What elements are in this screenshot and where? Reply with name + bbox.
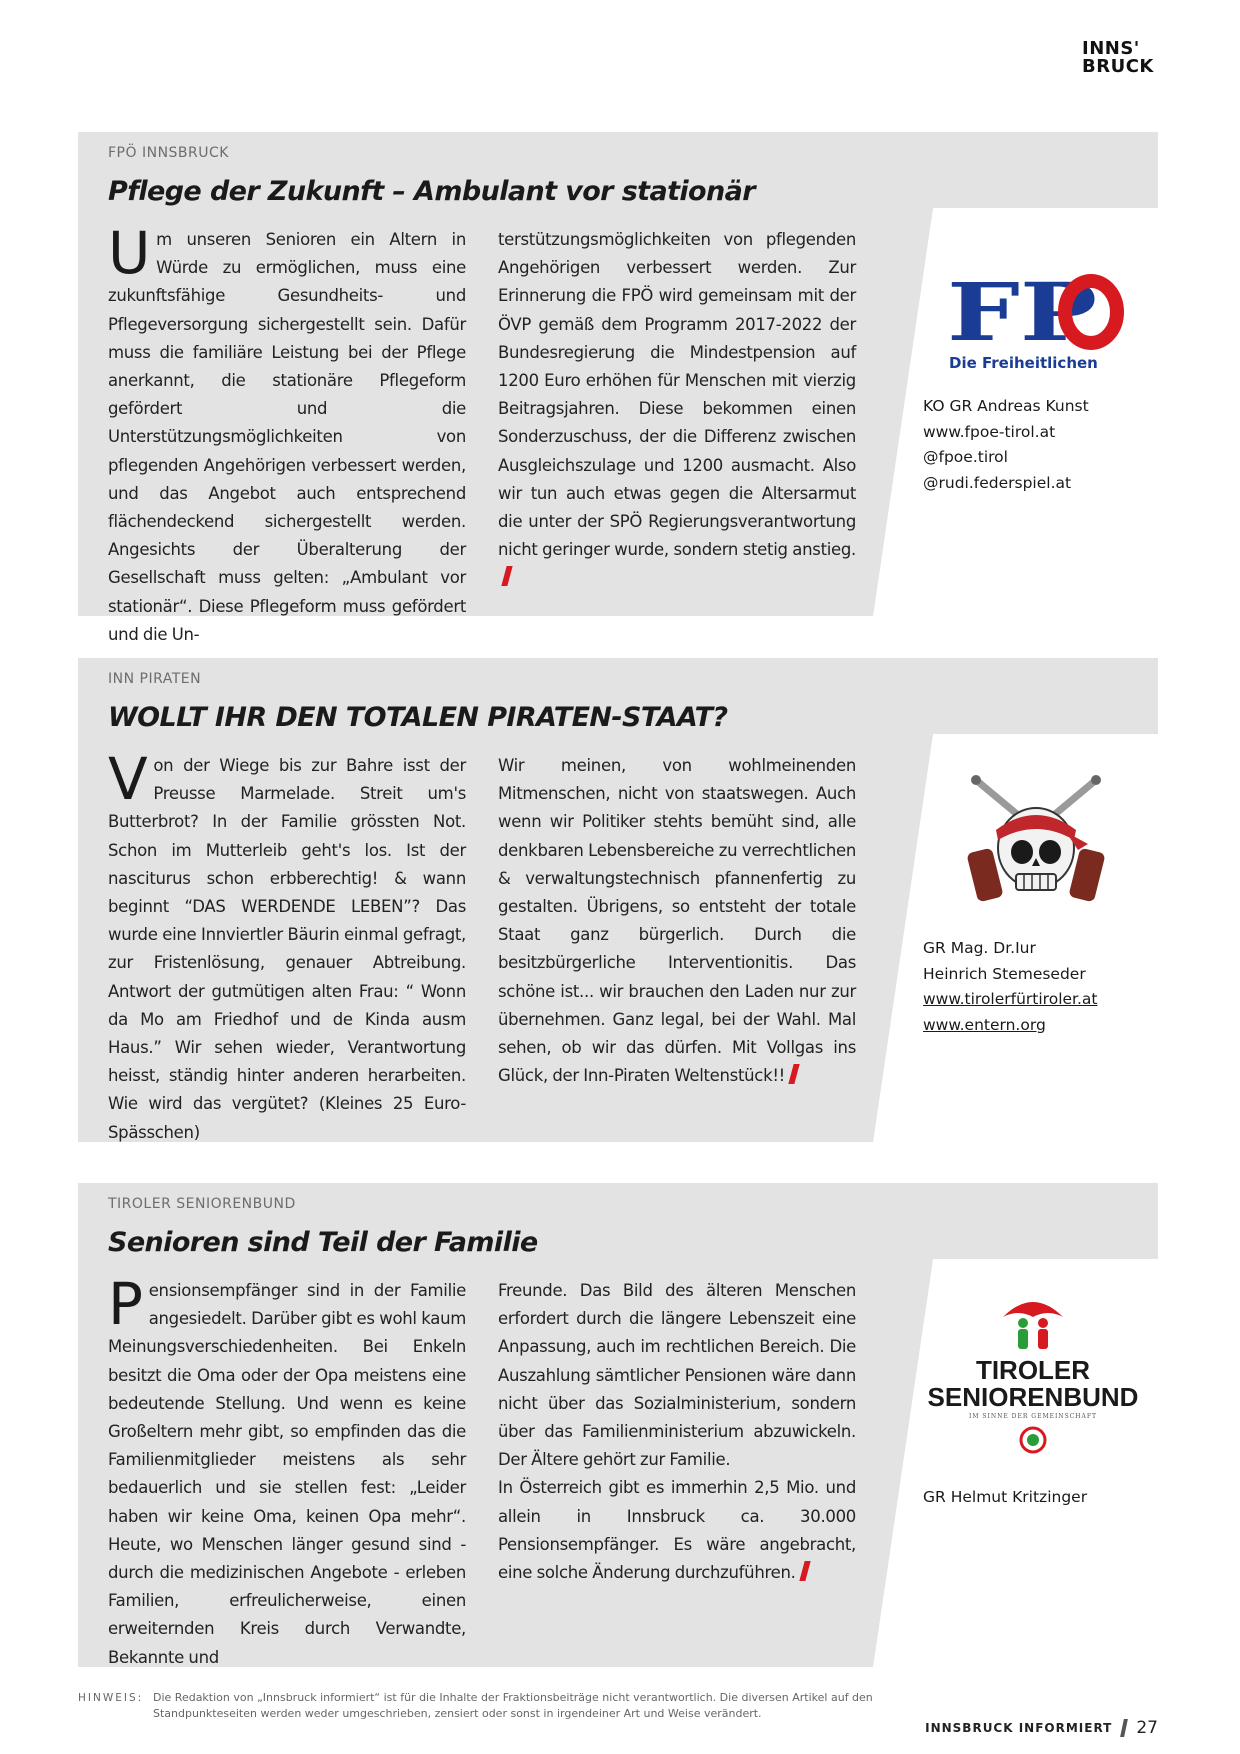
contact-social-1: @fpoe.tirol (923, 448, 1008, 466)
article-column-2 (498, 752, 856, 1090)
seniorenbund-seal-icon (1019, 1426, 1047, 1454)
drop-cap: U (108, 219, 151, 287)
article-title: Pflege der Zukunft – Ambulant vor stationär (108, 176, 755, 207)
contact-title: GR Mag. Dr.Iur (923, 939, 1036, 957)
contact-website: www.fpoe-tirol.at (923, 422, 1056, 441)
article-column-1 (108, 1270, 466, 1672)
page-footer (925, 1718, 1158, 1738)
end-mark-icon (788, 1064, 799, 1084)
publication-name: INNSBRUCK INFORMIERT (925, 1721, 1113, 1735)
contact-social-2: @rudi.federspiel.at (923, 473, 1072, 492)
end-mark-icon (501, 566, 512, 586)
fpoe-logo-subtitle: Die Freiheitlichen (949, 354, 1098, 372)
article-title: WOLLT IHR DEN TOTALEN PIRATEN-STAAT? (108, 702, 728, 733)
column-2-paragraph-2: In Österreich gibt es immerhin 2,5 Mio. und allein in Innsbruck ca. 30.000 Pensionsempfänger. Es wäre angebracht, eine solche Änderung durchzuführen. (498, 1478, 856, 1583)
drop-cap: P (108, 1270, 143, 1338)
article-column-1 (108, 745, 466, 1147)
section-label: INN PIRATEN (108, 671, 202, 687)
disclaimer-text: Die Redaktion von „Innsbruck informiert“ ist für die Inhalte der Fraktionsbeiträge nicht verantwortlich. Die diversen Artikel auf den Standpunkteseiten werden weder umgeschrieben, zensiert oder sonst in irgendeiner Art und Weise verändert. (153, 1691, 873, 1720)
column-2-text: terstützungsmöglichkeiten von pflegenden Angehörigen verbessert werden. Zur Erinnerung die FPÖ wird gemeinsam mit der ÖVP gemäß dem Programm 2017-2022 der Bundesregierung die Mindestpension auf 1200 Euro erhöhen für Menschen mit vierzig Beitragsjahren. Diese bekommen einen Sonderzuschuss, der die Differenz zwischen Ausgleichszulage und 1200 ausmacht. Also wir tun auch etwas gegen die Altersarmut die unter der SPÖ Regierungsverantwortung nicht geringer wurde, sondern stetig anstieg. (498, 230, 856, 560)
logo-line-2: BRUCK (1082, 56, 1154, 77)
section-fpoe (78, 132, 1158, 644)
pirate-skull-icon (966, 770, 1106, 930)
end-mark-icon (799, 1561, 810, 1581)
section-tiroler-seniorenbund (78, 1183, 1158, 1667)
fpoe-logo-text: FP (947, 272, 1097, 359)
column-1-text: on der Wiege bis zur Bahre isst der Preusse Marmelade. Streit um's Butterbrot? In der Familie grössten Not. Schon im Mutterleib geht's los. Ist der nasciturus schon erbberechtig! & wann beginnt “DAS WERDENDE LEBEN”? Das wurde eine Innviertler Bäurin einmal gefragt, zur Fristenlösung, genauer Abtreibung. Antwort der gutmütigen alten Frau: “ Wonn da Mo am Friedhof und de Kinda ausm Haus.” Wir sehen wieder, Verantwortung heisst, ständig hinter anderen herarbeiten. Wie wird das vergütet? (Kleines 25 Euro-Spässchen) (108, 756, 466, 1142)
disclaimer-label: HINWEIS: (78, 1692, 144, 1704)
column-2-text: Wir meinen, von wohlmeinenden Mitmenschen, nicht von staatswegen. Auch wenn wir Politiker stehts bemüht sind, alle denkbaren Lebensbereiche zu verrechtlichen & verwaltungstechnisch pfannenfertig zu gestalten. Übrigens, so entsteht der totale Staat ganz bürgerlich. Durch die besitzbürgerliche Interventionitis. Das schöne ist... wir brauchen den Laden nur zur übernehmen. Ganz legal, bei der Wahl. Mal sehen, ob wir das dürfen. Mit Vollgas ins Glück, der Inn-Piraten Weltenstück!! (498, 756, 856, 1086)
logo-line-2: SENIORENBUND (927, 1382, 1139, 1412)
innsbruck-logo (1082, 40, 1154, 76)
contact-name: GR Helmut Kritzinger (923, 1488, 1088, 1506)
logo-line-3: IM SINNE DER GEMEINSCHAFT (968, 1413, 1098, 1420)
column-1-text: ensionsempfänger sind in der Familie angesiedelt. Darüber gibt es wohl kaum Meinungsverschiedenheiten. Bei Enkeln besitzt die Oma oder der Opa meistens eine bedeutende Stellung. Und wenn es keine Großeltern mehr gibt, so empfinden das die Familienmitglieder meistens als sehr bedauerlich und sie stellen fest: „Leider haben wir keine Oma, keinen Opa mehr“. Heute, wo Menschen länger gesund sind - durch die medizinischen Angebote - erleben Familien, erfreulicherweise, einen erweiternden Kreis durch Verwandte, Bekannte und (108, 1281, 466, 1667)
contact-name: Heinrich Stemeseder (923, 964, 1086, 983)
separator-bar (1120, 1719, 1128, 1737)
umbrella-figures-icon (998, 1293, 1068, 1353)
contact-block (923, 394, 1153, 496)
page-number: 27 (1136, 1718, 1158, 1738)
fpoe-logo (943, 272, 1143, 372)
contact-block (923, 1485, 1153, 1511)
drop-cap: V (108, 745, 148, 813)
column-2-paragraph-1: Freunde. Das Bild des älteren Menschen erfordert durch die längere Lebenszeit eine Anpassung, auch im rechtlichen Bereich. Die Auszahlung sämtlicher Pensionen wäre dann nicht über das Sozialministerium, sondern über das Familienministerium abzuwickeln. Der Ältere gehört zur Familie. (498, 1281, 856, 1470)
logo-line-1: INNS' (1082, 38, 1140, 59)
column-1-text: m unseren Senioren ein Altern in Würde zu ermöglichen, muss eine zukunftsfähige Gesundheits- und Pflegeversorgung sichergestellt sein. Dafür muss die familiäre Leistung bei der Pflege anerkannt, die stationäre Pflegeform gefördert und die Unterstützungsmöglichkeiten von pflegenden Angehörigen verbessert werden, und das Angebot auch entsprechend flächendeckend sichergestellt werden. Angesichts der Überalterung der Gesellschaft muss gelten: „Ambulant vor stationär“. Diese Pflegeform muss gefördert und die Un- (108, 230, 466, 644)
seniorenbund-logo (918, 1293, 1148, 1458)
contact-link-1[interactable]: www.tirolerfürtiroler.at (923, 990, 1098, 1008)
contact-link-2[interactable]: www.entern.org (923, 1015, 1046, 1034)
contact-block (923, 936, 1153, 1038)
section-label: FPÖ INNSBRUCK (108, 145, 229, 161)
article-column-2 (498, 226, 856, 593)
article-column-1 (108, 219, 466, 649)
section-label: TIROLER SENIORENBUND (108, 1196, 296, 1212)
logo-line-1: TIROLER (975, 1355, 1091, 1385)
article-column-2 (498, 1277, 856, 1587)
section-inn-piraten (78, 658, 1158, 1142)
article-title: Senioren sind Teil der Familie (108, 1227, 538, 1258)
footer-disclaimer (78, 1690, 908, 1722)
contact-name: KO GR Andreas Kunst (923, 397, 1089, 415)
